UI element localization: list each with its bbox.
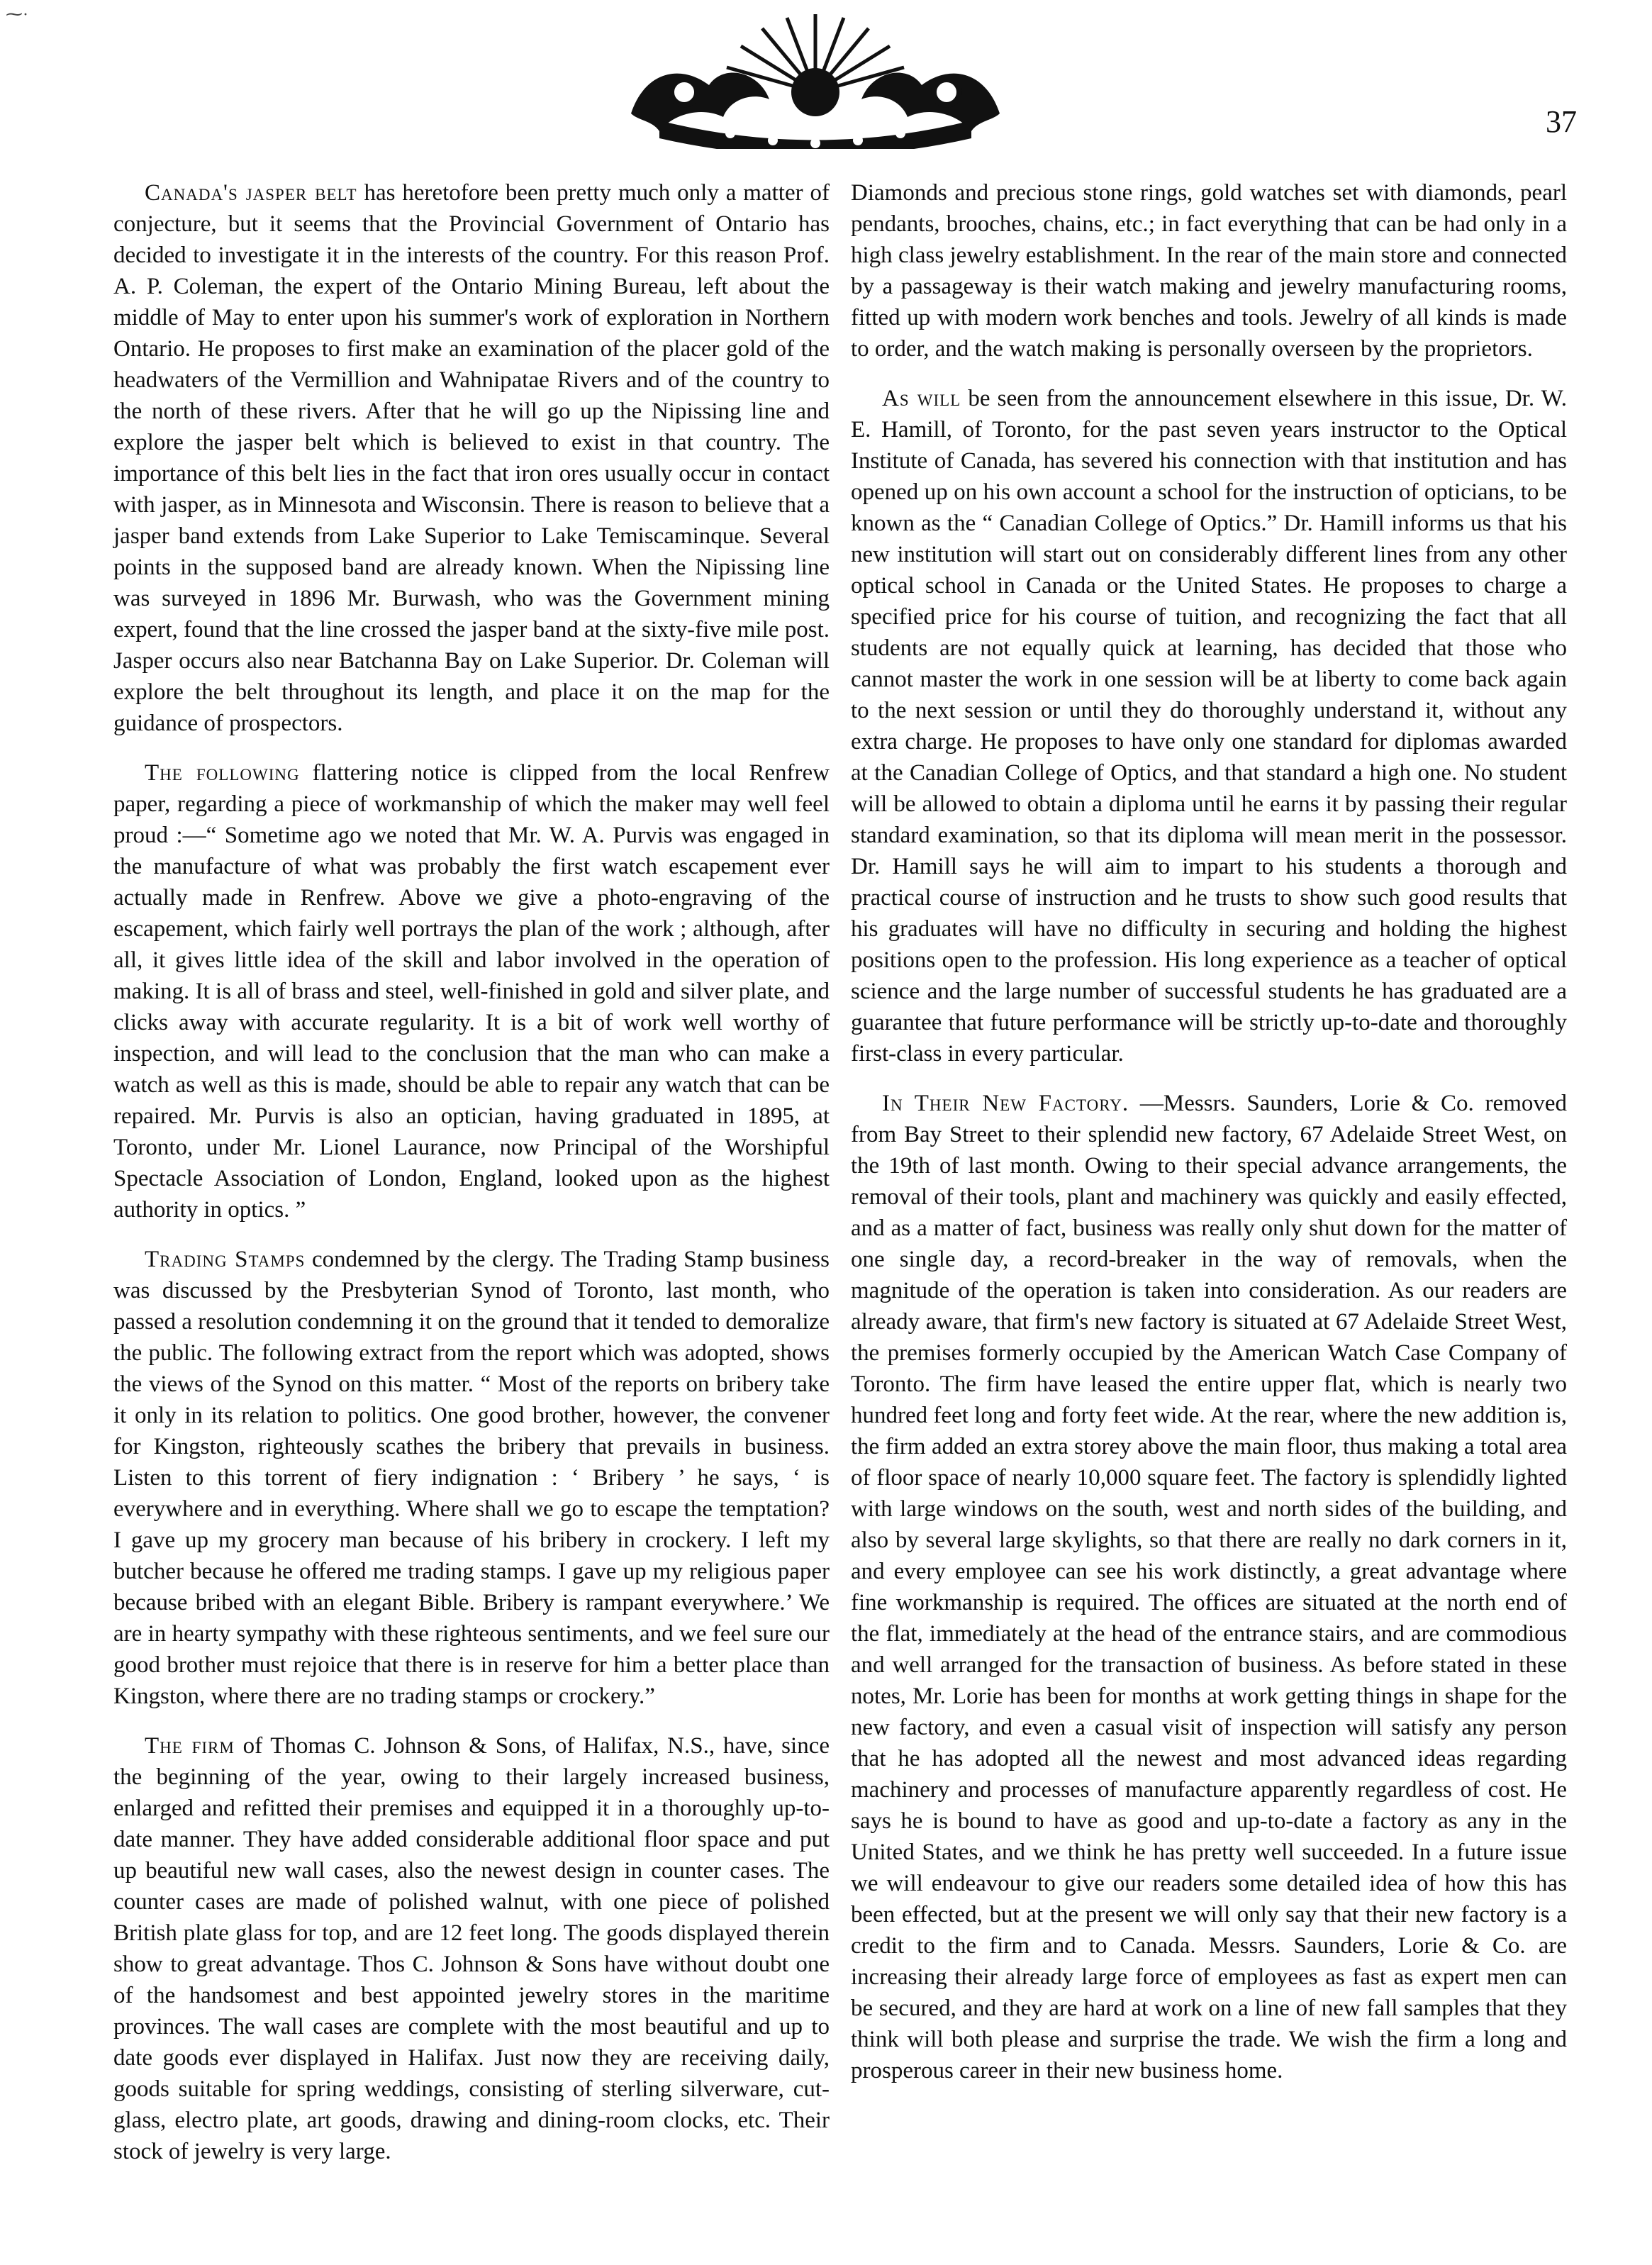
article-jasper-belt <box>113 177 830 739</box>
article-body: —Messrs. Saunders, Lorie & Co. removed from Bay Street to their splendid new factory, 67 Adelaide Street West, on the 19th of last month. Owing to their special advance arrangements, the removal of their tools, plant and machinery was quickly and easily effected, and as a matter of fact, business was really only shut down for the matter of one single day, a record-breaker in the way of removals, when the magnitude of the operation is taken into consideration. As our readers are already aware, that firm's new factory is situated at 67 Adelaide Street West, the premises formerly occupied by the American Watch Case Company of Toronto. The firm have leased the entire upper flat, which is nearly two hundred feet long and forty feet wide. At the rear, where the new addition is, the firm added an extra storey above the main floor, thus making a total area of floor space of nearly 10,000 square feet. The factory is splendidly lighted with large windows on the south, west and north sides of the building, and also by several large skylights, so that there are really no dark corners in it, and every employee can see his work distinctly, a great advantage where fine workmanship is required. The offices are situated at the north end of the flat, immediately at the head of the entrance stairs, and are commodious and well arranged for the transaction of business. As before stated in these notes, Mr. Lorie has been for months at work getting things in shape for the new factory, and even a casual visit of inspection will satisfy any person that he has adopted all the newest and most advanced ideas regarding machinery and processes of manufacture apparently regardless of cost. He says he is bound to have as good and up-to-date a factory as any in the United States, and we think he has pretty well succeeded. In a future issue we will endeavour to give our readers some detailed idea of how this has been effected, but at the present we will only say that their new factory is a credit to the firm and to Canada. Messrs. Saunders, Lorie & Co. are increasing their already large force of employees as fast as expert men can be secured, and they are hard at work on a line of new fall samples that they think will both please and surprise the trade. We wish the firm a long and prosperous career in their new business home. <box>851 1091 1568 2083</box>
decorative-vignette-icon <box>617 7 1014 149</box>
article-lead: The following <box>145 760 300 786</box>
article-lead: The firm <box>145 1733 235 1759</box>
article-lead: Canada's jasper belt <box>145 180 357 206</box>
right-column <box>851 177 1567 2105</box>
article-lead: In Their New Factory. <box>882 1091 1129 1116</box>
article-lead: Trading Stamps <box>145 1247 306 1272</box>
page-number: 37 <box>1546 104 1577 139</box>
scan-artifact-mark: ⁓· <box>6 6 28 24</box>
article-renfrew-watch-escapement <box>113 757 830 1225</box>
article-body: be seen from the announcement elsewhere in this issue, Dr. W. E. Hamill, of Toronto, for the past seven years instructor to the Optical Institute of Canada, has severed his connection with that institution and has opened up on his own account a school for the instruction of opticians, to be known as the “ Canadian College of Optics.” Dr. Hamill informs us that his new institution will start out on considerably different lines from any other optical school in Canada or the United States. He proposes to charge a specified price for his course of tuition, and recognizing the fact that all students are not equally quick at learning, has decided that those who cannot master the work in one session will be at liberty to come back again to the next session or until they do thoroughly understand it, without any extra charge. He proposes to have only one standard for diplomas awarded at the Canadian College of Optics, and that standard a high one. No student will be allowed to obtain a diploma until he earns it by passing their regular standard examination, so that its diploma will mean merit in the possessor. Dr. Hamill says he will aim to impart to his students a thorough and practical course of instruction and he trusts to show such good results that his graduates will have no difficulty in securing and holding the highest positions open to the profession. His long experience as a teacher of optical science and the large number of successful students he has graduated are a guarantee that future performance will be strictly up-to-date and thoroughly first-class in every particular. <box>851 386 1567 1067</box>
article-body: has heretofore been pretty much only a matter of conjecture, but it seems that the Provincial Government of Ontario has decided to investigate it in the interests of the country. For this reason Prof. A. P. Coleman, the expert of the Ontario Mining Bureau, left about the middle of May to enter upon his summer's work of exploration in Northern Ontario. He proposes to first make an examination of the placer gold of the headwaters of the Vermillion and Wahnipatae Rivers and of the country to the north of these rivers. After that he will go up the Nipissing line and explore the jasper belt which is believed to exist in that country. The importance of this belt lies in the fact that iron ores usually occur in contact with jasper, as in Minnesota and Wisconsin. There is reason to believe that a jasper band extends from Lake Superior to Lake Temiscaminque. Several points in the supposed band are already known. When the Nipissing line was surveyed in 1896 Mr. Burwash, who was the Government mining expert, found that the line crossed the jasper band at the sixty-five mile post. Jasper occurs also near Batchanna Bay on Lake Superior. Dr. Coleman will explore the belt throughout its length, and place it on the map for the guidance of prospectors. <box>113 180 830 736</box>
article-body: of Thomas C. Johnson & Sons, of Halifax, N.S., have, since the beginning of the year, owing to their largely increased business, enlarged and refitted their premises and equipped it in a thoroughly up-to-date manner. They have added considerable additional floor space and put up beautiful new wall cases, also the newest design in counter cases. The counter cases are made of polished walnut, with one piece of polished British plate glass for top, and are 12 feet long. The goods displayed therein show to great advantage. Thos C. Johnson & Sons have without doubt one of the handsomest and best appointed jewelry stores in the maritime provinces. The wall cases are complete with the most beautiful and up to date goods ever displayed in Halifax. Just now they are receiving daily, goods suitable for spring weddings, consisting of sterling silverware, cut-glass, electro plate, art goods, drawing and dining-room clocks, etc. Their stock of jewelry is very large. <box>113 1733 830 2164</box>
article-johnson-sons-continued <box>851 177 1567 364</box>
article-trading-stamps <box>113 1244 830 1712</box>
article-body: condemned by the clergy. The Trading Stamp business was discussed by the Presbyterian Synod of Toronto, last month, who passed a resolution condemning it on the ground that it tended to demoralize the public. The following extract from the report which was adopted, shows the views of the Synod on this matter. “ Most of the reports on bribery take it only in its relation to politics. One good brother, however, the convener for Kingston, righteously scathes the bribery that prevails in business. Listen to this torrent of fiery indignation : ‘ Bribery ’ he says, ‘ is everywhere and in everything. Where shall we go to escape the temptation? I gave up my grocery man because of his bribery in crockery. I left my butcher because he offered me trading stamps. I gave up my religious paper because bribed with an elegant Bible. Bribery is rampant everywhere.’ We are in hearty sympathy with these righteous sentiments, and we feel sure our good brother must rejoice that there is in reserve for him a better place than Kingston, where there are no trading stamps or crockery.” <box>113 1247 830 1709</box>
article-saunders-lorie-new-factory <box>851 1088 1567 2086</box>
article-canadian-college-of-optics <box>851 383 1567 1069</box>
left-column <box>113 177 830 2186</box>
article-lead: As will <box>882 386 961 411</box>
article-johnson-sons-halifax <box>113 1730 830 2167</box>
article-body: Diamonds and precious stone rings, gold watches set with diamonds, pearl pendants, brooches, chains, etc.; in fact everything that can be had only in a high class jewelry establishment. In the rear of the main store and connected by a passageway is their watch making and jewelry manufacturing rooms, fitted up with modern work benches and tools. Jewelry of all kinds is made to order, and the watch making is personally overseen by the proprietors. <box>851 180 1567 362</box>
article-body: flattering notice is clipped from the local Renfrew paper, regarding a piece of workmanship of which the maker may well feel proud :—“ Sometime ago we noted that Mr. W. A. Purvis was engaged in the manufacture of what was probably the first watch escapement ever actually made in Renfrew. Above we give a photo-engraving of the escapement, which fairly well portrays the plan of the work ; although, after all, it gives little idea of the skill and labor involved in the operation of making. It is all of brass and steel, well-finished in gold and silver plate, and clicks away with accurate regularity. It is a bit of work well worthy of inspection, and will lead to the conclusion that the man who can make a watch as well as this is made, should be able to repair any watch that can be repaired. Mr. Purvis is also an optician, having graduated in 1895, at Toronto, under Mr. Lionel Laurance, now Principal of the Worshipful Spectacle Association of London, England, looked upon as the highest authority in optics. ” <box>113 760 830 1223</box>
